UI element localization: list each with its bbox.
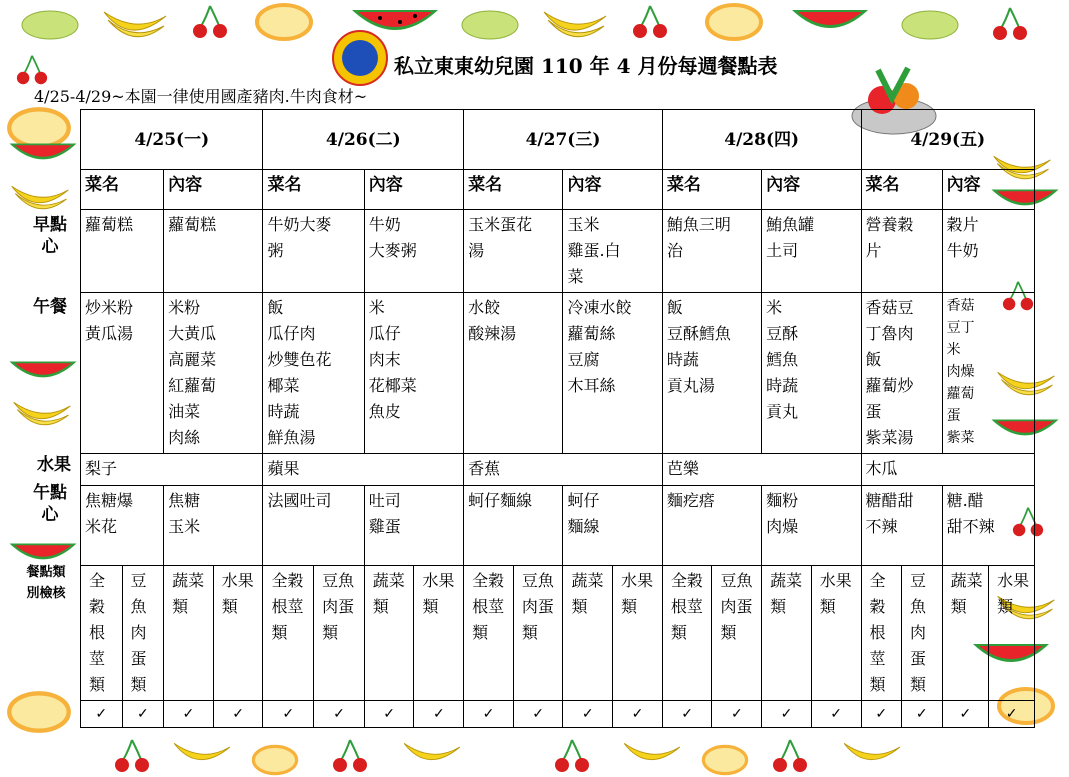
content-column-label: 內容 bbox=[563, 170, 662, 210]
lunch-content: 米粉 大黃瓜 高麗菜 紅蘿蔔 油菜 肉絲 bbox=[164, 293, 263, 454]
lemon-icon bbox=[20, 8, 80, 42]
lunch-dish: 飯 豆酥鱈魚 時蔬 貢丸湯 bbox=[662, 293, 761, 454]
row-label-afternoon: 午點心 bbox=[33, 483, 67, 525]
check-mark: ✓ bbox=[762, 701, 812, 728]
content-column-label: 內容 bbox=[164, 170, 263, 210]
check-mark: ✓ bbox=[942, 701, 989, 728]
cherry-icon bbox=[190, 4, 230, 40]
lunch-content: 香菇 豆丁 米 肉燥 蘿蔔 蛋 紫菜 bbox=[942, 293, 1034, 454]
breakfast-content: 蘿蔔糕 bbox=[164, 210, 263, 293]
afternoon-dish: 焦糖爆 米花 bbox=[81, 486, 164, 566]
category-grains: 全穀根莖類 bbox=[662, 566, 712, 701]
column-label-row bbox=[81, 170, 1035, 210]
afternoon-dish: 麵疙瘩 bbox=[662, 486, 761, 566]
category-grains: 全穀根莖類 bbox=[861, 566, 902, 701]
orange-slice-icon bbox=[705, 2, 763, 42]
check-mark: ✓ bbox=[613, 701, 663, 728]
weekly-menu-table bbox=[80, 109, 1035, 728]
afternoon-dish: 蚵仔麵線 bbox=[464, 486, 563, 566]
fruit-cell: 梨子 bbox=[81, 454, 263, 486]
content-column-label: 內容 bbox=[762, 170, 861, 210]
date-header: 4/25(一) bbox=[81, 110, 263, 170]
lunch-dish: 香菇豆 丁魯肉 飯 蘿蔔炒 蛋 紫菜湯 bbox=[861, 293, 942, 454]
category-protein: 豆魚肉蛋類 bbox=[513, 566, 563, 701]
category-vegetable: 蔬菜類 bbox=[942, 566, 989, 701]
date-header: 4/26(二) bbox=[263, 110, 464, 170]
watermelon-icon bbox=[4, 358, 82, 388]
breakfast-dish: 鮪魚三明 治 bbox=[662, 210, 761, 293]
watermelon-icon bbox=[4, 140, 82, 170]
check-mark: ✓ bbox=[563, 701, 613, 728]
check-mark: ✓ bbox=[414, 701, 464, 728]
banana-icon bbox=[170, 738, 234, 774]
banana-icon bbox=[540, 6, 610, 46]
content-column-label: 內容 bbox=[942, 170, 1034, 210]
dish-column-label: 菜名 bbox=[263, 170, 364, 210]
breakfast-content: 鮪魚罐 土司 bbox=[762, 210, 861, 293]
check-mark: ✓ bbox=[811, 701, 861, 728]
afternoon-content: 蚵仔 麵線 bbox=[563, 486, 662, 566]
cherry-icon bbox=[330, 738, 370, 774]
watermelon-icon bbox=[790, 6, 870, 40]
category-grains: 全穀根莖類 bbox=[464, 566, 514, 701]
check-mark: ✓ bbox=[164, 701, 214, 728]
category-vegetable: 蔬菜類 bbox=[563, 566, 613, 701]
dish-column-label: 菜名 bbox=[861, 170, 942, 210]
cherry-icon bbox=[112, 738, 152, 774]
banana-icon bbox=[10, 396, 74, 434]
orange-slice-icon bbox=[255, 2, 313, 42]
date-header: 4/27(三) bbox=[464, 110, 663, 170]
date-row bbox=[81, 110, 1035, 170]
afternoon-dish: 糖醋甜 不辣 bbox=[861, 486, 942, 566]
check-mark: ✓ bbox=[314, 701, 365, 728]
orange-slice-icon bbox=[700, 744, 750, 776]
category-vegetable: 蔬菜類 bbox=[364, 566, 414, 701]
lunch-dish: 飯 瓜仔肉 炒雙色花 椰菜 時蔬 鮮魚湯 bbox=[263, 293, 364, 454]
category-vegetable: 蔬菜類 bbox=[762, 566, 812, 701]
category-protein: 豆魚肉蛋類 bbox=[122, 566, 164, 701]
category-fruit: 水果類 bbox=[613, 566, 663, 701]
breakfast-content: 穀片 牛奶 bbox=[942, 210, 1034, 293]
check-mark: ✓ bbox=[989, 701, 1035, 728]
banana-icon bbox=[100, 6, 170, 46]
check-mark: ✓ bbox=[712, 701, 762, 728]
afternoon-content: 糖.醋 甜不辣 bbox=[942, 486, 1034, 566]
page-title: 私立東東幼兒園 110 年 4 月份每週餐點表 bbox=[394, 54, 778, 78]
check-row bbox=[81, 701, 1035, 728]
meat-source-note: 4/25-4/29~本園一律使用國產豬肉.牛肉食材~ bbox=[34, 87, 368, 106]
breakfast-dish: 牛奶大麥 粥 bbox=[263, 210, 364, 293]
category-protein: 豆魚肉蛋類 bbox=[314, 566, 365, 701]
lunch-content: 冷凍水餃 蘿蔔絲 豆腐 木耳絲 bbox=[563, 293, 662, 454]
category-protein: 豆魚肉蛋類 bbox=[902, 566, 943, 701]
breakfast-dish: 玉米蛋花 湯 bbox=[464, 210, 563, 293]
date-header: 4/29(五) bbox=[861, 110, 1035, 170]
row-label-lunch: 午餐 bbox=[33, 297, 67, 317]
lunch-dish: 水餃 酸辣湯 bbox=[464, 293, 563, 454]
category-fruit: 水果類 bbox=[811, 566, 861, 701]
category-grains: 全穀根莖類 bbox=[81, 566, 123, 701]
lunch-row bbox=[81, 293, 1035, 454]
afternoon-snack-row bbox=[81, 486, 1035, 566]
check-mark: ✓ bbox=[81, 701, 123, 728]
fruit-cell: 香蕉 bbox=[464, 454, 663, 486]
lemon-icon bbox=[900, 8, 960, 42]
cherry-icon bbox=[552, 738, 592, 774]
dish-column-label: 菜名 bbox=[81, 170, 164, 210]
banana-icon bbox=[400, 738, 464, 774]
check-mark: ✓ bbox=[263, 701, 314, 728]
breakfast-content: 玉米 雞蛋.白 菜 bbox=[563, 210, 662, 293]
category-row bbox=[81, 566, 1035, 701]
breakfast-dish: 營養穀 片 bbox=[861, 210, 942, 293]
row-label-check: 餐點類別檢核 bbox=[26, 565, 66, 601]
banana-icon bbox=[620, 738, 684, 774]
lunch-content: 米 瓜仔 肉末 花椰菜 魚皮 bbox=[364, 293, 463, 454]
orange-slice-icon bbox=[250, 744, 300, 776]
cherry-icon bbox=[630, 4, 670, 40]
check-mark: ✓ bbox=[513, 701, 563, 728]
lunch-content: 米 豆酥 鱈魚 時蔬 貢丸 bbox=[762, 293, 861, 454]
category-vegetable: 蔬菜類 bbox=[164, 566, 214, 701]
banana-icon bbox=[8, 180, 72, 218]
check-mark: ✓ bbox=[213, 701, 263, 728]
row-label-breakfast: 早點心 bbox=[33, 215, 67, 257]
breakfast-row bbox=[81, 210, 1035, 293]
afternoon-content: 麵粉 肉燥 bbox=[762, 486, 861, 566]
cherry-icon bbox=[770, 738, 810, 774]
breakfast-dish: 蘿蔔糕 bbox=[81, 210, 164, 293]
check-mark: ✓ bbox=[662, 701, 712, 728]
cherry-icon bbox=[14, 54, 50, 86]
breakfast-content: 牛奶 大麥粥 bbox=[364, 210, 463, 293]
category-grains: 全穀根莖類 bbox=[263, 566, 314, 701]
elephant-icon bbox=[342, 40, 378, 76]
check-mark: ✓ bbox=[364, 701, 414, 728]
content-column-label: 內容 bbox=[364, 170, 463, 210]
banana-icon bbox=[840, 738, 904, 774]
afternoon-dish: 法國吐司 bbox=[263, 486, 364, 566]
fruit-row bbox=[81, 454, 1035, 486]
school-logo bbox=[332, 30, 388, 86]
afternoon-content: 焦糖 玉米 bbox=[164, 486, 263, 566]
fruit-cell: 木瓜 bbox=[861, 454, 1035, 486]
check-mark: ✓ bbox=[464, 701, 514, 728]
afternoon-content: 吐司 雞蛋 bbox=[364, 486, 463, 566]
check-mark: ✓ bbox=[861, 701, 902, 728]
fruit-cell: 蘋果 bbox=[263, 454, 464, 486]
lunch-dish: 炒米粉 黃瓜湯 bbox=[81, 293, 164, 454]
cherry-icon bbox=[990, 6, 1030, 42]
check-mark: ✓ bbox=[902, 701, 943, 728]
category-fruit: 水果類 bbox=[213, 566, 263, 701]
date-header: 4/28(四) bbox=[662, 110, 861, 170]
lemon-icon bbox=[460, 8, 520, 42]
category-fruit: 水果類 bbox=[989, 566, 1035, 701]
fruit-cell: 芭樂 bbox=[662, 454, 861, 486]
orange-slice-icon bbox=[4, 690, 74, 734]
check-mark: ✓ bbox=[122, 701, 164, 728]
row-label-fruit: 水果 bbox=[37, 455, 71, 475]
dish-column-label: 菜名 bbox=[464, 170, 563, 210]
category-fruit: 水果類 bbox=[414, 566, 464, 701]
dish-column-label: 菜名 bbox=[662, 170, 761, 210]
category-protein: 豆魚肉蛋類 bbox=[712, 566, 762, 701]
